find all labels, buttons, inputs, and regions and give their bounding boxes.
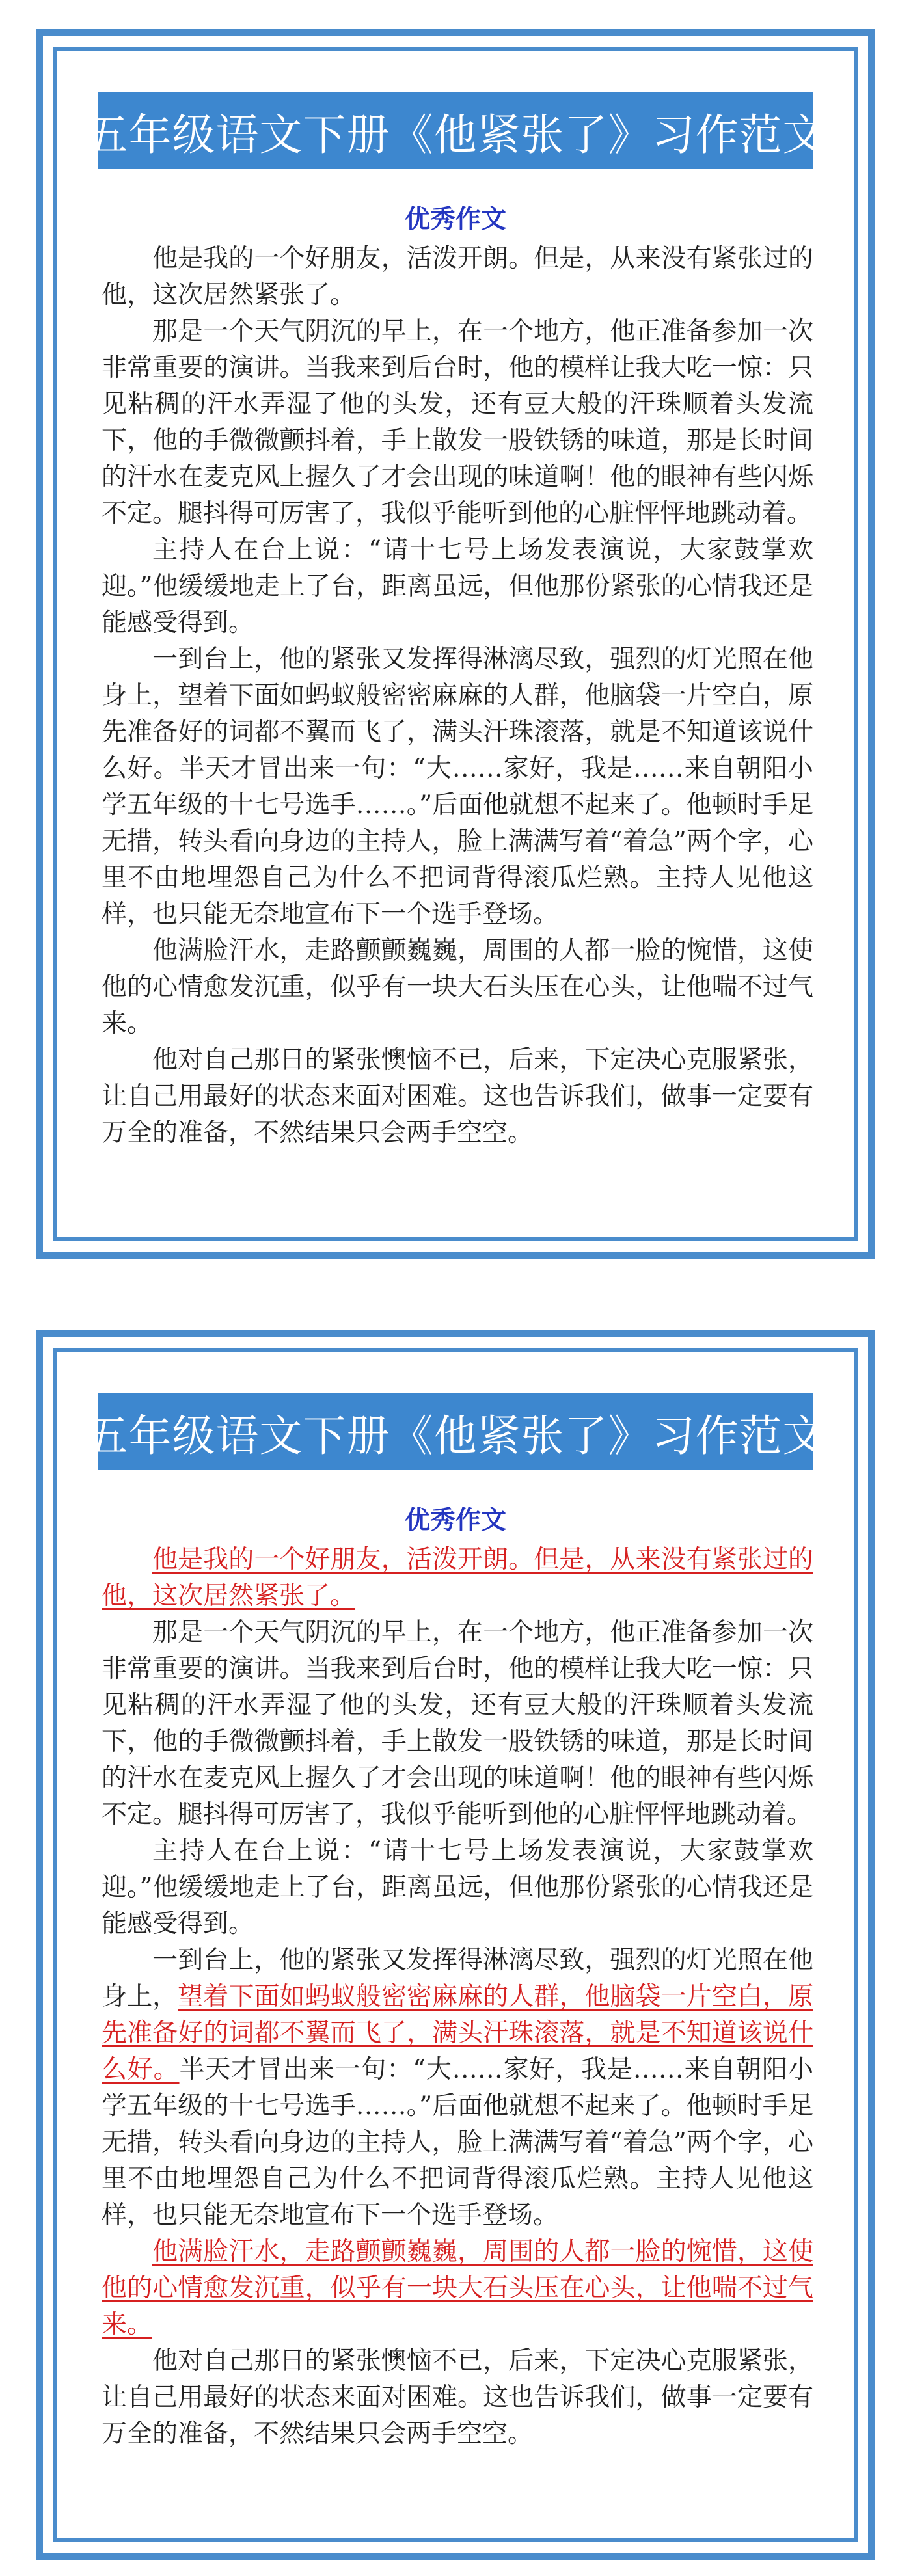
- page-title: 五年级语文下册《他紧张了》习作范文: [85, 1410, 826, 1461]
- paragraph-2: 那是一个天气阴沉的早上，在一个地方，他正准备参加一次非常重要的演讲。当我来到后台时，他的模样让我大吃一惊：只见粘稠的汗水弄湿了他的头发，还有豆大般的汗珠顺着头发流下，他的手微微颤抖着，手上散发一股铁锈的味道，那是长时间的汗水在麦克风上握久了才会出现的味道啊！他的眼神有些闪烁不定。腿抖得可厉害了，我似乎能听到他的心脏怦怦地跳动着。: [102, 317, 813, 528]
- paragraph-6: 他对自己那日的紧张懊恼不已，后来，下定决心克服紧张，让自己用最好的状态来面对困难。这也告诉我们，做事一定要有万全的准备，不然结果只会两手空空。: [102, 2346, 813, 2449]
- essay-card-plain: [36, 29, 875, 1259]
- inner-frame: [53, 47, 858, 1241]
- essay-body: [102, 1542, 813, 2452]
- page-title: 五年级语文下册《他紧张了》习作范文: [85, 109, 826, 160]
- paragraph-1: [102, 1542, 813, 1615]
- paragraph-4-part-a: 一到台上，他的紧张又发挥得淋漓尽致，强烈的灯光照在他身上，: [102, 1946, 813, 2011]
- highlighted-sentence: 望着下面如蚂蚁般密密麻麻的人群，他脑袋一片空白，原先准备好的词都不翼而飞了，满头汗珠滚落，就是不知道该说什么好。: [102, 1982, 813, 2084]
- paragraph-4-part-c: 半天才冒出来一句：“大……家好，我是……来自朝阳小学五年级的十七号选手……。”后面他就想不起来了。他顿时手足无措，转头看向身边的主持人，脸上满满写着“着急”两个字，心里不由地埋怨自己为什么不把词背得滚瓜烂熟。主持人见他这样，也只能无奈地宣布下一个选手登场。: [102, 754, 813, 929]
- essay-card-annotated: [36, 1330, 875, 2560]
- paragraph-4-part-a: 一到台上，他的紧张又发挥得淋漓尽致，强烈的灯光照在他身上，: [102, 645, 813, 710]
- paragraph-3: 主持人在台上说：“请十七号上场发表演说，大家鼓掌欢迎。”他缓缓地走上了台，距离虽远，但他那份紧张的心情我还是能感受得到。: [102, 535, 813, 637]
- paragraph-3: 主持人在台上说：“请十七号上场发表演说，大家鼓掌欢迎。”他缓缓地走上了台，距离虽远，但他那份紧张的心情我还是能感受得到。: [102, 1836, 813, 1939]
- paragraph-4: [102, 641, 813, 933]
- highlighted-sentence: 他是我的一个好朋友，活泼开朗。但是，从来没有紧张过的他，这次居然紧张了。: [102, 1545, 813, 1611]
- essay-subtitle: 优秀作文: [404, 205, 506, 234]
- essay-subtitle: 优秀作文: [404, 1506, 506, 1535]
- paragraph-4: [102, 1942, 813, 2234]
- title-banner: [85, 92, 826, 169]
- paragraph-6: 他对自己那日的紧张懊恼不已，后来，下定决心克服紧张，让自己用最好的状态来面对困难。这也告诉我们，做事一定要有万全的准备，不然结果只会两手空空。: [102, 1045, 813, 1147]
- paragraph-1: 他是我的一个好朋友，活泼开朗。但是，从来没有紧张过的他，这次居然紧张了。: [102, 244, 813, 310]
- paragraph-4-part-c: 半天才冒出来一句：“大……家好，我是……来自朝阳小学五年级的十七号选手……。”后面他就想不起来了。他顿时手足无措，转头看向身边的主持人，脸上满满写着“着急”两个字，心里不由地埋怨自己为什么不把词背得滚瓜烂熟。主持人见他这样，也只能无奈地宣布下一个选手登场。: [102, 2055, 813, 2230]
- paragraph-4-part-b: 望着下面如蚂蚁般密密麻麻的人群，他脑袋一片空白，原先准备好的词都不翼而飞了，满头汗珠滚落，就是不知道该说什么好。: [102, 681, 813, 783]
- highlighted-sentence: 他满脸汗水，走路颤颤巍巍，周围的人都一脸的惋惜，这使他的心情愈发沉重，似乎有一块大石头压在心头，让他喘不过气来。: [102, 2237, 813, 2339]
- title-banner: [85, 1393, 826, 1470]
- paragraph-2: 那是一个天气阴沉的早上，在一个地方，他正准备参加一次非常重要的演讲。当我来到后台时，他的模样让我大吃一惊：只见粘稠的汗水弄湿了他的头发，还有豆大般的汗珠顺着头发流下，他的手微微颤抖着，手上散发一股铁锈的味道，那是长时间的汗水在麦克风上握久了才会出现的味道啊！他的眼神有些闪烁不定。腿抖得可厉害了，我似乎能听到他的心脏怦怦地跳动着。: [102, 1618, 813, 1829]
- paragraph-5: 他满脸汗水，走路颤颤巍巍，周围的人都一脸的惋惜，这使他的心情愈发沉重，似乎有一块大石头压在心头，让他喘不过气来。: [102, 936, 813, 1038]
- paragraph-5: [102, 2234, 813, 2343]
- essay-body: [102, 241, 813, 1151]
- inner-frame: [53, 1348, 858, 2542]
